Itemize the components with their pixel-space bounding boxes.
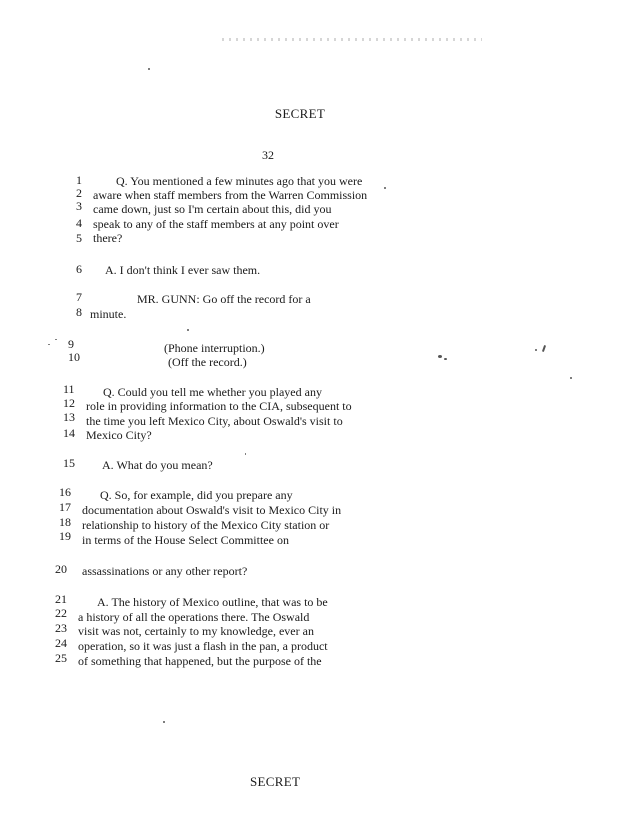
transcript-line: (Off the record.) [168, 355, 247, 369]
transcript-line: (Phone interruption.) [164, 341, 265, 355]
transcript-line: minute. [90, 307, 127, 321]
transcript-line: came down, just so I'm certain about this, did you [93, 202, 332, 216]
transcript-line: relationship to history of the Mexico City station or [82, 518, 330, 532]
transcript-line: A. The history of Mexico outline, that was to be [97, 595, 328, 609]
transcript-line: speak to any of the staff members at any point over [93, 217, 339, 231]
line-number: 4 [76, 216, 82, 230]
line-number: 15 [63, 456, 75, 470]
transcript-line: aware when staff members from the Warren Commission [93, 188, 368, 202]
transcript-line: assassinations or any other report? [82, 564, 248, 578]
scan-speck [245, 453, 246, 455]
line-number: 14 [63, 426, 75, 440]
transcript-line: visit was not, certainly to my knowledge, ever an [78, 624, 314, 638]
scan-noise [222, 38, 482, 41]
line-number: 23 [55, 621, 67, 635]
line-number: 7 [76, 290, 82, 304]
transcript-line: A. I don't think I ever saw them. [105, 263, 261, 277]
transcript-line: Q. So, for example, did you prepare any [100, 488, 293, 502]
footer-classification: SECRET [250, 774, 301, 789]
line-number: 9 [68, 337, 74, 351]
transcript-line: of something that happened, but the purpose of the [78, 654, 322, 668]
transcript-line: operation, so it was just a flash in the pan, a product [78, 639, 328, 653]
scan-speck [48, 344, 50, 345]
line-number: 19 [59, 529, 71, 543]
scan-speck [148, 68, 150, 70]
line-number: 20 [55, 562, 67, 576]
transcript-line: a history of all the operations there. The Oswald [78, 610, 310, 624]
transcript-line: Q. You mentioned a few minutes ago that you were [116, 174, 363, 188]
line-number: 11 [63, 382, 75, 396]
line-number: 22 [55, 606, 67, 620]
line-number: 17 [59, 500, 71, 514]
line-number: 12 [63, 396, 75, 410]
line-number: 18 [59, 515, 71, 529]
transcript-line: the time you left Mexico City, about Oswald's visit to [86, 414, 343, 428]
line-number: 2 [76, 186, 82, 200]
line-number: 16 [59, 485, 71, 499]
page-number: 32 [262, 148, 274, 162]
scan-speck [570, 377, 572, 379]
scan-speck [438, 355, 442, 358]
line-number: 3 [76, 199, 82, 213]
scan-speck [163, 721, 165, 723]
line-number: 21 [55, 592, 67, 606]
transcript-line: role in providing information to the CIA, subsequent to [86, 399, 352, 413]
line-number: 13 [63, 410, 75, 424]
transcript-line: in terms of the House Select Committee on [82, 533, 289, 547]
transcript-line: Q. Could you tell me whether you played any [103, 385, 322, 399]
line-number: 5 [76, 231, 82, 245]
header-classification: SECRET [274, 106, 326, 121]
transcript-line: documentation about Oswald's visit to Mexico City in [82, 503, 342, 517]
line-number: 6 [76, 262, 82, 276]
scan-speck [187, 329, 189, 331]
scan-speck [55, 339, 57, 340]
line-number: 8 [76, 305, 82, 319]
transcript-line: Mexico City? [86, 428, 152, 442]
transcript-line: there? [93, 231, 123, 245]
transcript-line: A. What do you mean? [102, 458, 213, 472]
line-number: 1 [76, 173, 82, 187]
line-number: 10 [68, 350, 80, 364]
line-number: 25 [55, 651, 67, 665]
scan-speck [542, 345, 546, 352]
line-number: 24 [55, 636, 67, 650]
scan-speck [444, 358, 447, 360]
scan-speck [535, 349, 537, 351]
scan-speck [384, 187, 386, 189]
transcript-line: MR. GUNN: Go off the record for a [137, 292, 311, 306]
